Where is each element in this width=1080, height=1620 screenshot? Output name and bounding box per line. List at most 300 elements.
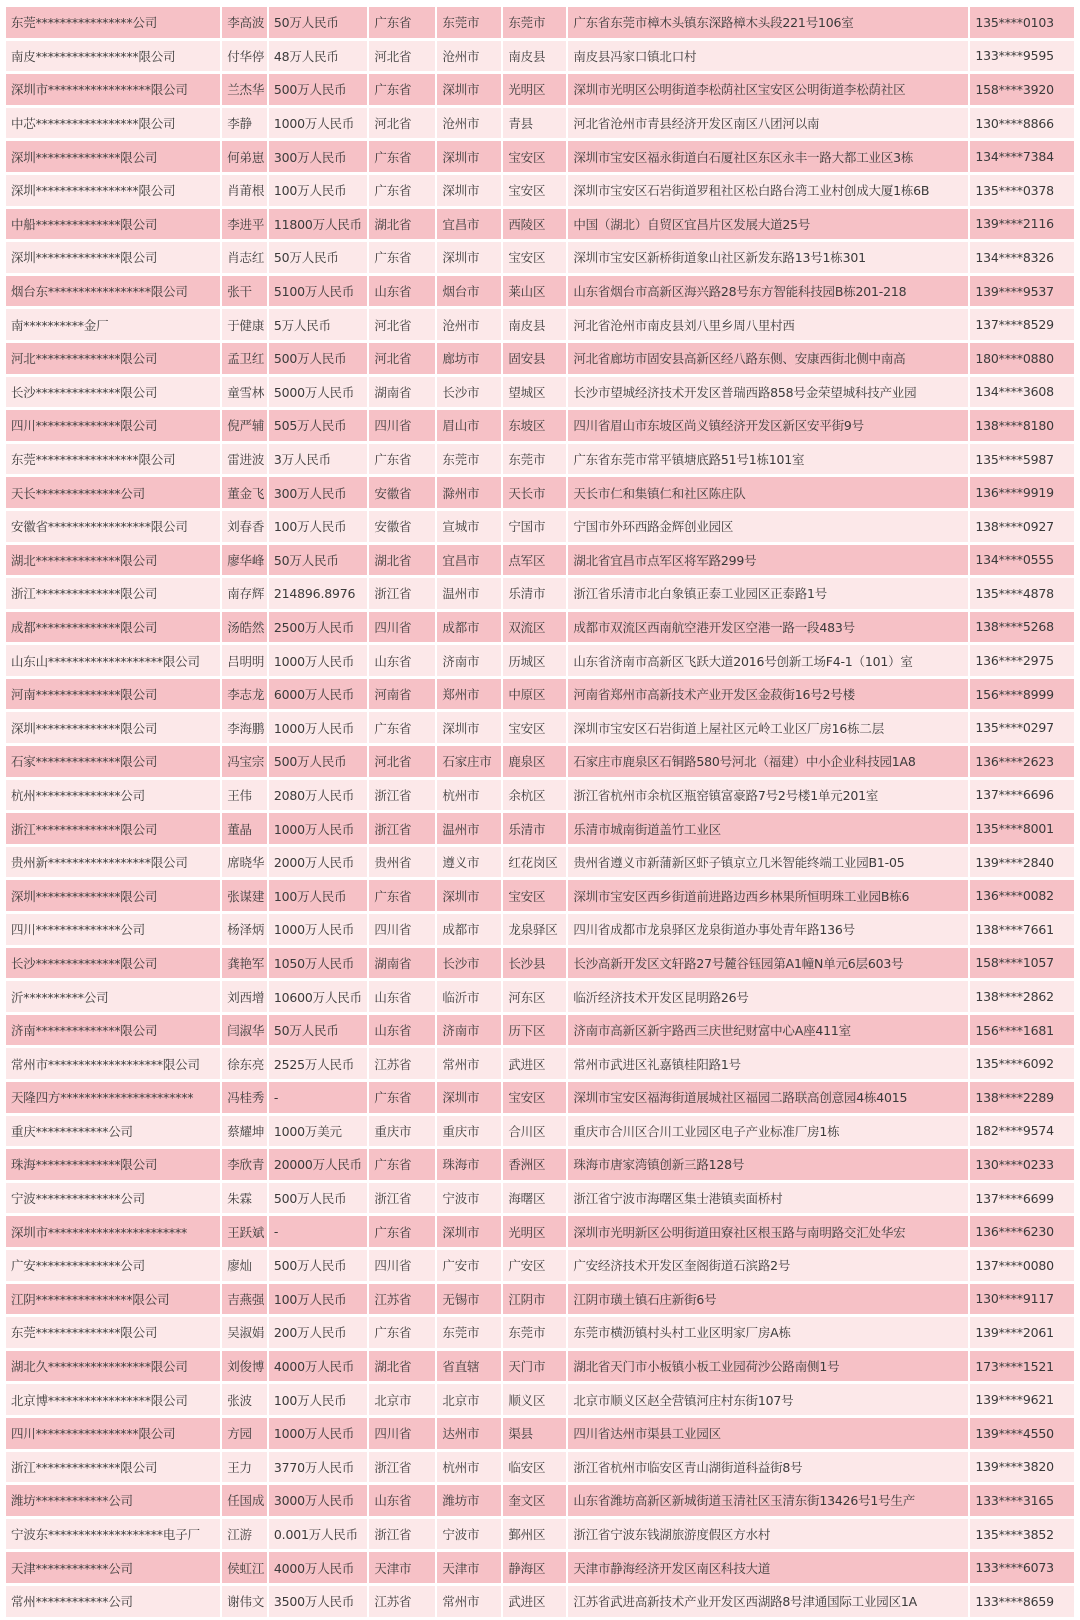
company-name-cell: 东莞*****************限公司 — [6, 444, 220, 475]
registered-capital-cell: 2500万人民币 — [269, 612, 367, 643]
table-row — [6, 981, 1074, 1012]
legal-person-cell: 方园 — [222, 1418, 267, 1449]
district-cell: 宝安区 — [503, 712, 566, 743]
province-cell: 四川省 — [369, 612, 435, 643]
company-name-cell: 杭州**************公司 — [6, 780, 220, 811]
province-cell: 河北省 — [369, 41, 435, 72]
legal-person-cell: 刘春香 — [222, 511, 267, 542]
legal-person-cell: 吕明明 — [222, 645, 267, 676]
district-cell: 江阴市 — [503, 1284, 566, 1315]
legal-person-cell: 张谋建 — [222, 880, 267, 911]
address-cell: 深圳市宝安区石岩街道罗租社区松白路台湾工业村创成大厦1栋6B — [568, 175, 968, 206]
city-cell: 东莞市 — [437, 7, 501, 38]
city-cell: 深圳市 — [437, 175, 501, 206]
city-cell: 深圳市 — [437, 712, 501, 743]
city-cell: 滁州市 — [437, 477, 501, 508]
table-row — [6, 712, 1074, 743]
phone-cell: 173****1521 — [970, 1351, 1074, 1382]
city-cell: 广安市 — [437, 1250, 501, 1281]
phone-cell: 135****3852 — [970, 1519, 1074, 1550]
province-cell: 广东省 — [369, 1317, 435, 1348]
company-name-cell: 重庆************公司 — [6, 1116, 220, 1147]
legal-person-cell: 冯宝宗 — [222, 746, 267, 777]
registered-capital-cell: 48万人民币 — [269, 41, 367, 72]
city-cell: 北京市 — [437, 1384, 501, 1415]
table-row — [6, 545, 1074, 576]
city-cell: 宁波市 — [437, 1519, 501, 1550]
legal-person-cell: 龚艳军 — [222, 948, 267, 979]
district-cell: 双流区 — [503, 612, 566, 643]
table-row — [6, 612, 1074, 643]
company-name-cell: 浙江**************限公司 — [6, 578, 220, 609]
district-cell: 莱山区 — [503, 276, 566, 307]
company-name-cell: 天津************公司 — [6, 1552, 220, 1583]
table-row — [6, 679, 1074, 710]
address-cell: 湖北省天门市小板镇小板工业园荷沙公路南侧1号 — [568, 1351, 968, 1382]
phone-cell: 137****8529 — [970, 309, 1074, 340]
table-row — [6, 1216, 1074, 1247]
address-cell: 河北省沧州市青县经济开发区南区八团河以南 — [568, 108, 968, 139]
records-table — [4, 4, 1076, 1620]
registered-capital-cell: 500万人民币 — [269, 746, 367, 777]
legal-person-cell: 张干 — [222, 276, 267, 307]
city-cell: 深圳市 — [437, 74, 501, 105]
city-cell: 常州市 — [437, 1586, 501, 1617]
district-cell: 乐清市 — [503, 578, 566, 609]
city-cell: 温州市 — [437, 813, 501, 844]
registered-capital-cell: 500万人民币 — [269, 1250, 367, 1281]
company-name-cell: 安徽省*****************限公司 — [6, 511, 220, 542]
district-cell: 宝安区 — [503, 880, 566, 911]
company-name-cell: 北京博*****************限公司 — [6, 1384, 220, 1415]
company-name-cell: 南皮*****************限公司 — [6, 41, 220, 72]
legal-person-cell: 江游 — [222, 1519, 267, 1550]
legal-person-cell: 吴淑娟 — [222, 1317, 267, 1348]
table-row — [6, 813, 1074, 844]
registered-capital-cell: 100万人民币 — [269, 880, 367, 911]
city-cell: 天津市 — [437, 1552, 501, 1583]
city-cell: 宁波市 — [437, 1183, 501, 1214]
registered-capital-cell: - — [269, 1216, 367, 1247]
district-cell: 固安县 — [503, 343, 566, 374]
company-name-cell: 四川*****************限公司 — [6, 1418, 220, 1449]
phone-cell: 136****6230 — [970, 1216, 1074, 1247]
city-cell: 杭州市 — [437, 780, 501, 811]
address-cell: 四川省成都市龙泉驿区龙泉街道办事处青年路136号 — [568, 914, 968, 945]
address-cell: 江苏省武进高新技术产业开发区西湖路8号津通国际工业园区1A — [568, 1586, 968, 1617]
province-cell: 山东省 — [369, 981, 435, 1012]
city-cell: 宜昌市 — [437, 209, 501, 240]
city-cell: 珠海市 — [437, 1149, 501, 1180]
province-cell: 河北省 — [369, 108, 435, 139]
district-cell: 静海区 — [503, 1552, 566, 1583]
phone-cell: 158****1057 — [970, 948, 1074, 979]
phone-cell: 130****0233 — [970, 1149, 1074, 1180]
phone-cell: 133****3165 — [970, 1485, 1074, 1516]
company-name-cell: 长沙**************限公司 — [6, 377, 220, 408]
address-cell: 江阴市璜土镇石庄新街6号 — [568, 1284, 968, 1315]
address-cell: 长沙市望城经济技术开发区普瑞西路858号金荣望城科技产业园 — [568, 377, 968, 408]
city-cell: 宣城市 — [437, 511, 501, 542]
phone-cell: 136****2975 — [970, 645, 1074, 676]
phone-cell: 156****8999 — [970, 679, 1074, 710]
address-cell: 东莞市横沥镇村头村工业区明家厂房A栋 — [568, 1317, 968, 1348]
phone-cell: 138****8180 — [970, 410, 1074, 441]
district-cell: 天长市 — [503, 477, 566, 508]
address-cell: 天长市仁和集镇仁和社区陈庄队 — [568, 477, 968, 508]
address-cell: 深圳市宝安区福海街道展城社区福园二路联高创意园4栋4015 — [568, 1082, 968, 1113]
registered-capital-cell: 2080万人民币 — [269, 780, 367, 811]
legal-person-cell: 徐东亮 — [222, 1048, 267, 1079]
company-name-cell: 中芯*****************限公司 — [6, 108, 220, 139]
company-name-cell: 宁波**************公司 — [6, 1183, 220, 1214]
registered-capital-cell: 100万人民币 — [269, 1284, 367, 1315]
table-row — [6, 1452, 1074, 1483]
phone-cell: 180****0880 — [970, 343, 1074, 374]
province-cell: 河南省 — [369, 679, 435, 710]
company-name-cell: 深圳**************限公司 — [6, 712, 220, 743]
phone-cell: 138****7661 — [970, 914, 1074, 945]
phone-cell: 137****6696 — [970, 780, 1074, 811]
registered-capital-cell: 2000万人民币 — [269, 847, 367, 878]
province-cell: 广东省 — [369, 1149, 435, 1180]
city-cell: 常州市 — [437, 1048, 501, 1079]
province-cell: 四川省 — [369, 410, 435, 441]
city-cell: 深圳市 — [437, 141, 501, 172]
registered-capital-cell: 10600万人民币 — [269, 981, 367, 1012]
district-cell: 宝安区 — [503, 1082, 566, 1113]
company-name-cell: 江阴****************限公司 — [6, 1284, 220, 1315]
district-cell: 鹿泉区 — [503, 746, 566, 777]
phone-cell: 139****2061 — [970, 1317, 1074, 1348]
city-cell: 沧州市 — [437, 309, 501, 340]
legal-person-cell: 朱霖 — [222, 1183, 267, 1214]
address-cell: 山东省烟台市高新区海兴路28号东方智能科技园B栋201-218 — [568, 276, 968, 307]
city-cell: 眉山市 — [437, 410, 501, 441]
table-row — [6, 377, 1074, 408]
district-cell: 历下区 — [503, 1015, 566, 1046]
province-cell: 四川省 — [369, 1418, 435, 1449]
address-cell: 深圳市宝安区石岩街道上屋社区元岭工业区厂房16栋二层 — [568, 712, 968, 743]
phone-cell: 139****2840 — [970, 847, 1074, 878]
registered-capital-cell: 200万人民币 — [269, 1317, 367, 1348]
table-row — [6, 511, 1074, 542]
province-cell: 安徽省 — [369, 477, 435, 508]
district-cell: 东莞市 — [503, 7, 566, 38]
address-cell: 广东省东莞市樟木头镇东深路樟木头段221号106室 — [568, 7, 968, 38]
legal-person-cell: 王伟 — [222, 780, 267, 811]
legal-person-cell: 李志龙 — [222, 679, 267, 710]
phone-cell: 134****7384 — [970, 141, 1074, 172]
legal-person-cell: 董晶 — [222, 813, 267, 844]
legal-person-cell: 董金飞 — [222, 477, 267, 508]
table-row — [6, 780, 1074, 811]
district-cell: 天门市 — [503, 1351, 566, 1382]
company-name-cell: 贵州新*****************限公司 — [6, 847, 220, 878]
address-cell: 浙江省宁波东钱湖旅游度假区方水村 — [568, 1519, 968, 1550]
phone-cell: 133****6073 — [970, 1552, 1074, 1583]
registered-capital-cell: 2525万人民币 — [269, 1048, 367, 1079]
district-cell: 宝安区 — [503, 175, 566, 206]
city-cell: 沧州市 — [437, 108, 501, 139]
province-cell: 贵州省 — [369, 847, 435, 878]
company-name-cell: 长沙**************限公司 — [6, 948, 220, 979]
legal-person-cell: 任国成 — [222, 1485, 267, 1516]
company-name-cell: 石家**************限公司 — [6, 746, 220, 777]
company-name-cell: 常州市*******************限公司 — [6, 1048, 220, 1079]
table-row — [6, 746, 1074, 777]
address-cell: 深圳市光明新区公明街道田寮社区根玉路与南明路交汇处华宏 — [568, 1216, 968, 1247]
company-name-cell: 东莞**************限公司 — [6, 1317, 220, 1348]
table-row — [6, 41, 1074, 72]
company-name-cell: 四川**************限公司 — [6, 410, 220, 441]
phone-cell: 136****2623 — [970, 746, 1074, 777]
district-cell: 广安区 — [503, 1250, 566, 1281]
legal-person-cell: 蔡耀坤 — [222, 1116, 267, 1147]
table-row — [6, 578, 1074, 609]
city-cell: 省直辖 — [437, 1351, 501, 1382]
company-name-cell: 天长**************公司 — [6, 477, 220, 508]
registered-capital-cell: 500万人民币 — [269, 1183, 367, 1214]
address-cell: 四川省眉山市东坡区尚义镇经济开发区新区安平街9号 — [568, 410, 968, 441]
phone-cell: 158****3920 — [970, 74, 1074, 105]
registered-capital-cell: 0.001万人民币 — [269, 1519, 367, 1550]
district-cell: 东坡区 — [503, 410, 566, 441]
address-cell: 常州市武进区礼嘉镇桂阳路1号 — [568, 1048, 968, 1079]
phone-cell: 138****5268 — [970, 612, 1074, 643]
district-cell: 香洲区 — [503, 1149, 566, 1180]
province-cell: 山东省 — [369, 276, 435, 307]
legal-person-cell: 刘西增 — [222, 981, 267, 1012]
table-row — [6, 880, 1074, 911]
address-cell: 南皮县冯家口镇北口村 — [568, 41, 968, 72]
phone-cell: 138****0927 — [970, 511, 1074, 542]
records-sheet — [4, 4, 1076, 1620]
address-cell: 重庆市合川区合川工业园区电子产业标准厂房1栋 — [568, 1116, 968, 1147]
address-cell: 浙江省杭州市余杭区瓶窑镇富豪路7号2号楼1单元201室 — [568, 780, 968, 811]
address-cell: 珠海市唐家湾镇创新三路128号 — [568, 1149, 968, 1180]
registered-capital-cell: - — [269, 1082, 367, 1113]
registered-capital-cell: 1050万人民币 — [269, 948, 367, 979]
registered-capital-cell: 3770万人民币 — [269, 1452, 367, 1483]
table-row — [6, 1384, 1074, 1415]
phone-cell: 139****9621 — [970, 1384, 1074, 1415]
company-name-cell: 东莞****************公司 — [6, 7, 220, 38]
address-cell: 深圳市宝安区新桥街道象山社区新发东路13号1栋301 — [568, 242, 968, 273]
district-cell: 渠县 — [503, 1418, 566, 1449]
city-cell: 成都市 — [437, 612, 501, 643]
district-cell: 中原区 — [503, 679, 566, 710]
legal-person-cell: 童雪林 — [222, 377, 267, 408]
province-cell: 河北省 — [369, 343, 435, 374]
phone-cell: 133****9595 — [970, 41, 1074, 72]
registered-capital-cell: 1000万人民币 — [269, 1418, 367, 1449]
phone-cell: 130****8866 — [970, 108, 1074, 139]
company-name-cell: 湖北**************限公司 — [6, 545, 220, 576]
address-cell: 贵州省遵义市新蒲新区虾子镇京立几米智能终端工业园B1-05 — [568, 847, 968, 878]
address-cell: 宁国市外环西路金辉创业园区 — [568, 511, 968, 542]
province-cell: 浙江省 — [369, 780, 435, 811]
city-cell: 长沙市 — [437, 377, 501, 408]
registered-capital-cell: 5000万人民币 — [269, 377, 367, 408]
province-cell: 江苏省 — [369, 1048, 435, 1079]
company-name-cell: 深圳**************限公司 — [6, 141, 220, 172]
registered-capital-cell: 500万人民币 — [269, 343, 367, 374]
address-cell: 深圳市光明区公明街道李松荫社区宝安区公明街道李松荫社区 — [568, 74, 968, 105]
province-cell: 广东省 — [369, 1082, 435, 1113]
legal-person-cell: 何弟崽 — [222, 141, 267, 172]
phone-cell: 135****4878 — [970, 578, 1074, 609]
legal-person-cell: 李进平 — [222, 209, 267, 240]
district-cell: 武进区 — [503, 1586, 566, 1617]
district-cell: 奎文区 — [503, 1485, 566, 1516]
phone-cell: 134****0555 — [970, 545, 1074, 576]
province-cell: 湖南省 — [369, 377, 435, 408]
province-cell: 浙江省 — [369, 813, 435, 844]
legal-person-cell: 李海鹏 — [222, 712, 267, 743]
table-row — [6, 108, 1074, 139]
company-name-cell: 沂**********公司 — [6, 981, 220, 1012]
table-row — [6, 7, 1074, 38]
phone-cell: 137****0080 — [970, 1250, 1074, 1281]
registered-capital-cell: 4000万人民币 — [269, 1552, 367, 1583]
table-row — [6, 1116, 1074, 1147]
phone-cell: 135****8001 — [970, 813, 1074, 844]
province-cell: 天津市 — [369, 1552, 435, 1583]
phone-cell: 133****8659 — [970, 1586, 1074, 1617]
province-cell: 北京市 — [369, 1384, 435, 1415]
city-cell: 深圳市 — [437, 1082, 501, 1113]
address-cell: 深圳市宝安区西乡街道前进路边西乡林果所恒明珠工业园B栋6 — [568, 880, 968, 911]
legal-person-cell: 李静 — [222, 108, 267, 139]
city-cell: 杭州市 — [437, 1452, 501, 1483]
registered-capital-cell: 505万人民币 — [269, 410, 367, 441]
registered-capital-cell: 5100万人民币 — [269, 276, 367, 307]
city-cell: 沧州市 — [437, 41, 501, 72]
table-row — [6, 74, 1074, 105]
legal-person-cell: 于健康 — [222, 309, 267, 340]
address-cell: 中国（湖北）自贸区宜昌片区发展大道25号 — [568, 209, 968, 240]
phone-cell: 138****2289 — [970, 1082, 1074, 1113]
legal-person-cell: 倪严辅 — [222, 410, 267, 441]
legal-person-cell: 付华停 — [222, 41, 267, 72]
province-cell: 浙江省 — [369, 1452, 435, 1483]
province-cell: 山东省 — [369, 645, 435, 676]
table-row — [6, 1586, 1074, 1617]
address-cell: 石家庄市鹿泉区石铜路580号河北（福建）中小企业科技园1A8 — [568, 746, 968, 777]
address-cell: 河南省郑州市高新技术产业开发区金菽街16号2号楼 — [568, 679, 968, 710]
legal-person-cell: 李高波 — [222, 7, 267, 38]
city-cell: 烟台市 — [437, 276, 501, 307]
table-row — [6, 645, 1074, 676]
registered-capital-cell: 1000万美元 — [269, 1116, 367, 1147]
province-cell: 湖北省 — [369, 545, 435, 576]
district-cell: 南皮县 — [503, 41, 566, 72]
province-cell: 浙江省 — [369, 1183, 435, 1214]
legal-person-cell: 闫淑华 — [222, 1015, 267, 1046]
company-name-cell: 浙江**************限公司 — [6, 1452, 220, 1483]
province-cell: 河北省 — [369, 309, 435, 340]
table-row — [6, 847, 1074, 878]
province-cell: 江苏省 — [369, 1586, 435, 1617]
registered-capital-cell: 100万人民币 — [269, 511, 367, 542]
company-name-cell: 潍坊************公司 — [6, 1485, 220, 1516]
registered-capital-cell: 1000万人民币 — [269, 108, 367, 139]
phone-cell: 182****9574 — [970, 1116, 1074, 1147]
city-cell: 达州市 — [437, 1418, 501, 1449]
district-cell: 西陵区 — [503, 209, 566, 240]
city-cell: 遵义市 — [437, 847, 501, 878]
table-row — [6, 444, 1074, 475]
legal-person-cell: 王力 — [222, 1452, 267, 1483]
phone-cell: 135****0103 — [970, 7, 1074, 38]
phone-cell: 134****8326 — [970, 242, 1074, 273]
province-cell: 四川省 — [369, 1250, 435, 1281]
table-row — [6, 242, 1074, 273]
table-row — [6, 1284, 1074, 1315]
company-name-cell: 济南**************限公司 — [6, 1015, 220, 1046]
city-cell: 重庆市 — [437, 1116, 501, 1147]
legal-person-cell: 汤皓然 — [222, 612, 267, 643]
district-cell: 龙泉驿区 — [503, 914, 566, 945]
table-row — [6, 1149, 1074, 1180]
registered-capital-cell: 20000万人民币 — [269, 1149, 367, 1180]
address-cell: 浙江省宁波市海曙区集士港镇卖面桥村 — [568, 1183, 968, 1214]
registered-capital-cell: 3万人民币 — [269, 444, 367, 475]
district-cell: 海曙区 — [503, 1183, 566, 1214]
province-cell: 安徽省 — [369, 511, 435, 542]
district-cell: 顺义区 — [503, 1384, 566, 1415]
table-row — [6, 1015, 1074, 1046]
company-name-cell: 浙江**************限公司 — [6, 813, 220, 844]
address-cell: 河北省沧州市南皮县刘八里乡周八里村西 — [568, 309, 968, 340]
table-row — [6, 276, 1074, 307]
address-cell: 济南市高新区新宇路西三庆世纪财富中心A座411室 — [568, 1015, 968, 1046]
city-cell: 潍坊市 — [437, 1485, 501, 1516]
phone-cell: 138****2862 — [970, 981, 1074, 1012]
table-row — [6, 410, 1074, 441]
phone-cell: 139****3820 — [970, 1452, 1074, 1483]
registered-capital-cell: 6000万人民币 — [269, 679, 367, 710]
province-cell: 江苏省 — [369, 1284, 435, 1315]
company-name-cell: 南**********金厂 — [6, 309, 220, 340]
province-cell: 四川省 — [369, 914, 435, 945]
table-row — [6, 309, 1074, 340]
phone-cell: 134****3608 — [970, 377, 1074, 408]
legal-person-cell: 杨泽炳 — [222, 914, 267, 945]
city-cell: 无锡市 — [437, 1284, 501, 1315]
district-cell: 长沙县 — [503, 948, 566, 979]
address-cell: 北京市顺义区赵全营镇河庄村东街107号 — [568, 1384, 968, 1415]
legal-person-cell: 张波 — [222, 1384, 267, 1415]
legal-person-cell: 肖莆根 — [222, 175, 267, 206]
table-row — [6, 477, 1074, 508]
province-cell: 广东省 — [369, 74, 435, 105]
registered-capital-cell: 3000万人民币 — [269, 1485, 367, 1516]
company-name-cell: 深圳市*****************限公司 — [6, 74, 220, 105]
province-cell: 广东省 — [369, 7, 435, 38]
table-row — [6, 1082, 1074, 1113]
district-cell: 历城区 — [503, 645, 566, 676]
district-cell: 宝安区 — [503, 141, 566, 172]
city-cell: 济南市 — [437, 1015, 501, 1046]
address-cell: 长沙高新开发区文轩路27号麓谷钰园第A1幢N单元6层603号 — [568, 948, 968, 979]
phone-cell: 136****0082 — [970, 880, 1074, 911]
city-cell: 深圳市 — [437, 1216, 501, 1247]
company-name-cell: 深圳**************限公司 — [6, 880, 220, 911]
province-cell: 湖北省 — [369, 1351, 435, 1382]
province-cell: 广东省 — [369, 141, 435, 172]
